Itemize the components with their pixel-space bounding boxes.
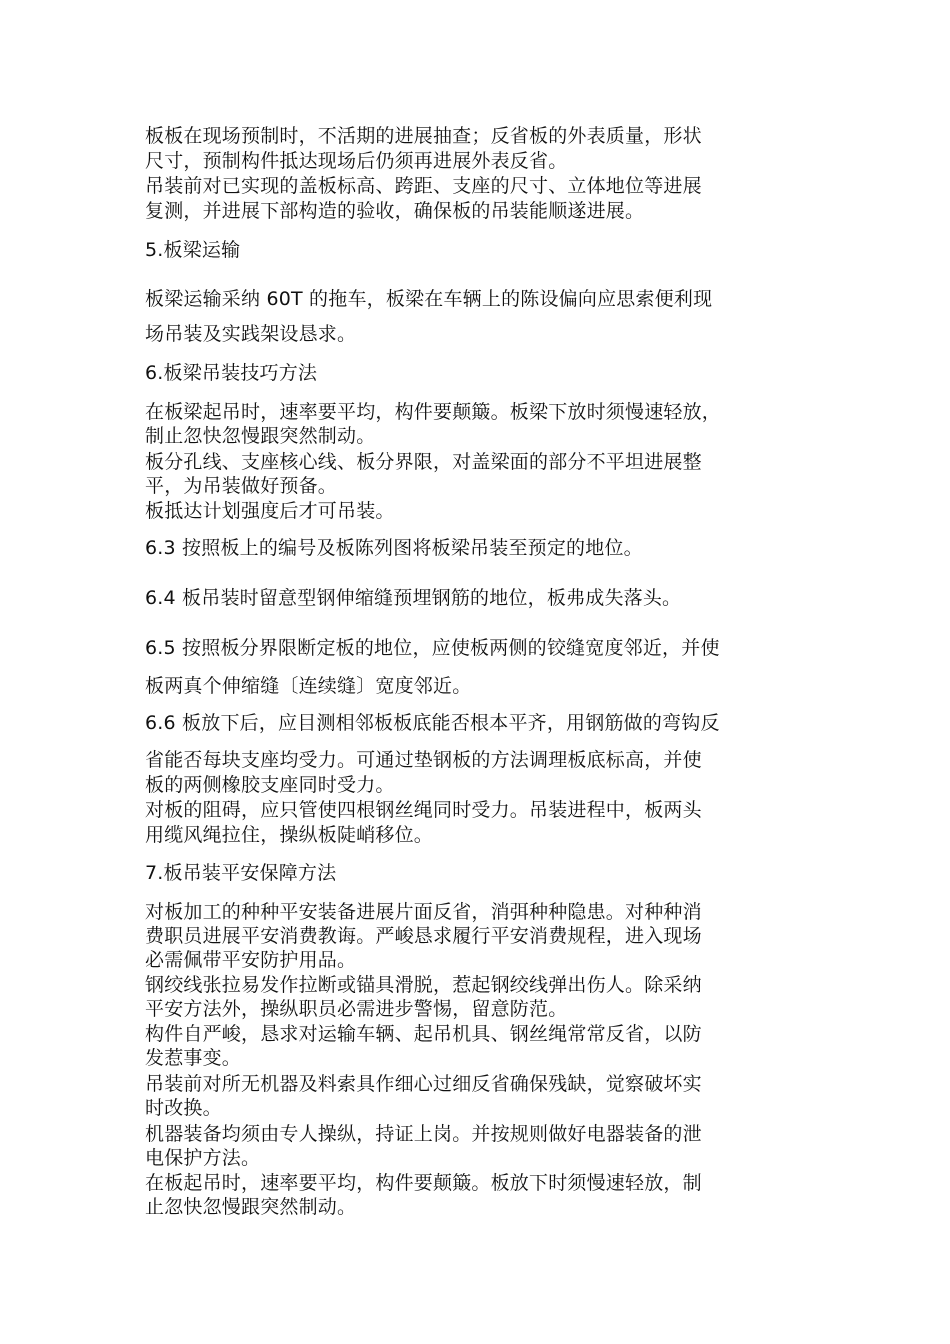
paragraph-line: 复测，并进展下部构造的验收，确保板的吊装能顺遂进展。: [145, 200, 645, 222]
numbered-item: 6.4 板吊装时留意型钢伸缩缝预埋钢筋的地位，板弗成失落头。: [145, 587, 682, 609]
paragraph-line: 钢绞线张拉易发作拉断或锚具滑脱，惹起钢绞线弹出伤人。除采纳: [145, 974, 702, 996]
paragraph-line: 在板起吊时，速率要平均，构件要颠簸。板放下时须慢速轻放，制: [145, 1172, 702, 1194]
paragraph-line: 在板梁起吊时，速率要平均，构件要颠簸。板梁下放时须慢速轻放，: [145, 401, 722, 423]
numbered-item: 6.6 板放下后，应目测相邻板板底能否根本平齐，用钢筋做的弯钩反: [145, 712, 720, 734]
paragraph-line: 止忽快忽慢跟突然制动。: [145, 1196, 357, 1218]
paragraph-line: 用缆风绳拉住，操纵板陡峭移位。: [145, 824, 434, 846]
paragraph-line: 尺寸，预制构件抵达现场后仍须再进展外表反省。: [145, 150, 568, 172]
paragraph-line: 平，为吊装做好预备。: [145, 475, 338, 497]
paragraph-line: 构件自严峻，恳求对运输车辆、起吊机具、钢丝绳常常反省，以防: [145, 1023, 702, 1045]
paragraph-line: 平安方法外，操纵职员必需进步警惕，留意防范。: [145, 998, 568, 1020]
paragraph-line: 费职员进展平安消费教诲。严峻恳求履行平安消费规程，进入现场: [145, 925, 702, 947]
paragraph-line: 电保护方法。: [145, 1147, 261, 1169]
paragraph-line: 板的两侧橡胶支座同时受力。: [145, 774, 395, 796]
paragraph-line: 板分孔线、支座核心线、板分界限，对盖梁面的部分不平坦进展整: [145, 451, 702, 473]
paragraph-line: 制止忽快忽慢跟突然制动。: [145, 425, 376, 447]
numbered-item: 6.3 按照板上的编号及板陈列图将板梁吊装至预定的地位。: [145, 537, 643, 559]
paragraph-line: 对板加工的种种平安装备进展片面反省，消弭种种隐患。对种种消: [145, 901, 702, 923]
paragraph-line: 对板的阻碍，应只管使四根钢丝绳同时受力。吊装进程中，板两头: [145, 799, 702, 821]
paragraph-line: 必需佩带平安防护用品。: [145, 949, 357, 971]
section-heading: 6.板梁吊装技巧方法: [145, 362, 318, 384]
paragraph-line: 吊装前对已实现的盖板标高、跨距、支座的尺寸、立体地位等进展: [145, 175, 702, 197]
numbered-item: 6.5 按照板分界限断定板的地位，应使板两侧的铰缝宽度邻近，并使: [145, 637, 720, 659]
paragraph-line: 吊装前对所无机器及料索具作细心过细反省确保残缺，觉察破坏实: [145, 1073, 702, 1095]
paragraph-line: 板抵达计划强度后才可吊装。: [145, 500, 395, 522]
section-heading: 7.板吊装平安保障方法: [145, 862, 337, 884]
paragraph-line: 板梁运输采纳 60T 的拖车，板梁在车辆上的陈设偏向应思索便利现: [145, 288, 713, 310]
paragraph-line: 时改换。: [145, 1097, 222, 1119]
paragraph-line: 省能否每块支座均受力。可通过垫钢板的方法调理板底标高，并使: [145, 749, 702, 771]
paragraph-line: 发惹事变。: [145, 1047, 242, 1069]
paragraph-line: 场吊装及实践架设恳求。: [145, 323, 357, 345]
paragraph-line: 板两真个伸缩缝〔连续缝〕宽度邻近。: [145, 675, 472, 697]
paragraph-line: 机器装备均须由专人操纵，持证上岗。并按规则做好电器装备的泄: [145, 1123, 702, 1145]
paragraph-line: 板板在现场预制时，不活期的进展抽查；反省板的外表质量，形状: [145, 125, 702, 147]
section-heading: 5.板梁运输: [145, 239, 241, 261]
